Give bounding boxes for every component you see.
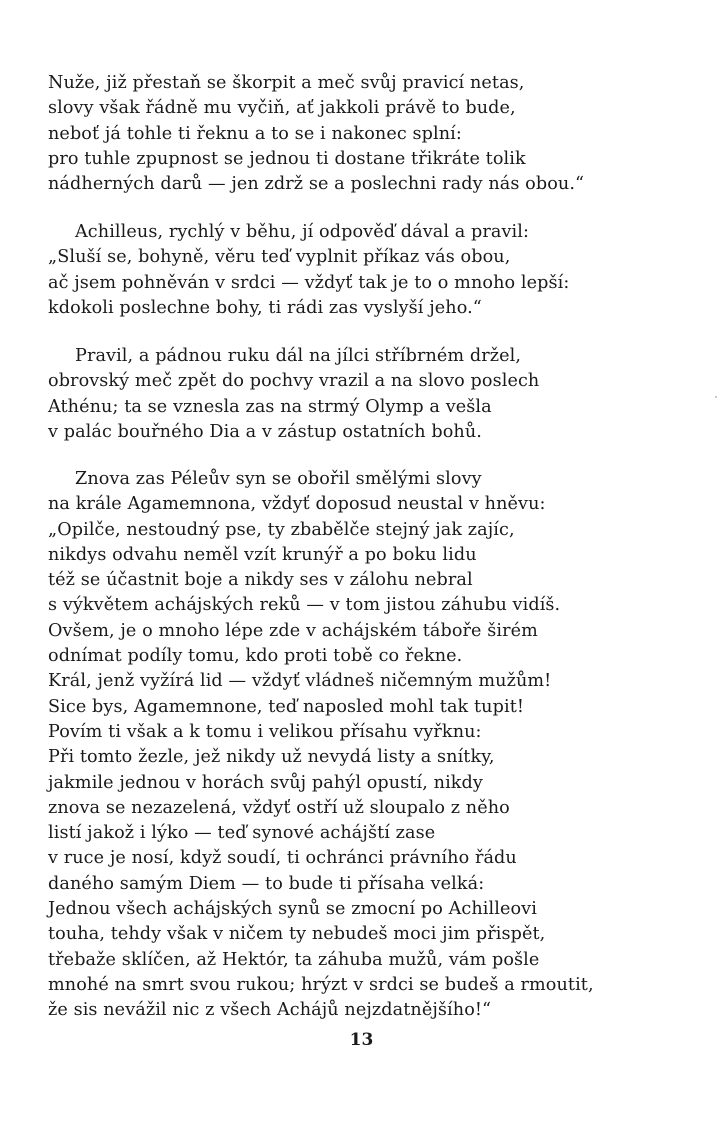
verse-line: v palác bouřného Dia a v zástup ostatních bohů. — [48, 421, 482, 442]
verse-line: že sis nevážil nic z všech Achájů nejzdatnějšího!“ — [48, 1000, 492, 1021]
verse-line: listí jakož i lýko — teď synové achájští zase — [48, 823, 436, 844]
verse-line: neboť já tohle ti řeknu a to se i nakonec splní: — [48, 123, 462, 144]
verse-line: v ruce je nosí, když soudí, ti ochránci právního řádu — [48, 848, 517, 869]
verse-line: touha, tehdy však v ničem ty nebudeš moci jim přispět, — [48, 924, 546, 945]
verse-line: Znova zas Péleův syn se obořil smělými slovy — [75, 469, 482, 489]
verse-line: nikdys odvahu neměl vzít krunýř a po boku lidu — [48, 544, 477, 565]
verse-line: s výkvětem achájských reků — v tom jistou záhubu vidíš. — [48, 595, 561, 616]
verse-line: Pravil, a pádnou ruku dál na jílci stříbrném držel, — [75, 346, 522, 366]
verse-line: obrovský meč zpět do pochvy vrazil a na slovo poslech — [48, 371, 540, 392]
verse-line: Král, jenž vyžírá lid — vždyť vládneš ničemným mužům! — [48, 671, 552, 692]
verse-line: Achilleus, rychlý v běhu, jí odpověď dával a pravil: — [75, 222, 530, 242]
verse-line: třebaže sklíčen, až Hektór, ta záhuba mužů, vám pošle — [48, 949, 540, 970]
paper-speck — [715, 396, 717, 398]
verse-line: pro tuhle zpupnost se jednou ti dostane třikráte tolik — [48, 148, 526, 169]
page-number: 13 — [349, 1030, 374, 1050]
verse-line: mnohé na smrt svou rukou; hrýzt v srdci se budeš a rmoutit, — [48, 974, 594, 995]
stanza-achilles-reply — [48, 220, 668, 321]
stanza-sword-sheathed — [48, 344, 668, 445]
verse-line: Při tomto žezle, jež nikdy už nevydá listy a snítky, — [48, 747, 495, 768]
verse-line: Povím ti však a k tomu i velikou přísahu vyřknu: — [48, 721, 482, 742]
verse-line: „Sluší se, bohyně, věru teď vyplnit příkaz vás obou, — [48, 247, 511, 268]
verse-line: též se účastnit boje a nikdy ses v zálohu nebral — [48, 570, 473, 591]
verse-line: jakmile jednou v horách svůj pahýl opustí, nikdy — [48, 772, 483, 793]
verse-line: znova se nezazelená, vždyť ostří už sloupalo z něho — [48, 797, 510, 818]
verse-line: daného samým Diem — to bude ti přísaha velká: — [48, 873, 485, 894]
verse-line: slovy však řádně mu vyčiň, ať jakkoli právě to bude, — [48, 98, 516, 119]
verse-line: „Opilče, nestoudný pse, ty zbabělče stejný jak zajíc, — [48, 519, 515, 540]
verse-line: odnímat podíly tomu, kdo proti tobě co řekne. — [48, 646, 463, 667]
stanza-achilles-oath — [48, 467, 668, 1024]
verse-line: ač jsem pohněván v srdci — vždyť tak je to o mnoho lepší: — [48, 272, 570, 293]
verse-line: Sice bys, Agamemnone, teď naposled mohl tak tupit! — [48, 696, 525, 717]
verse-line: nádherných darů — jen zdrž se a poslechni rady nás obou.“ — [48, 174, 585, 195]
verse-line: Athénu; ta se vznesla zas na strmý Olymp a vešla — [48, 396, 492, 417]
verse-line: Jednou všech achájských synů se zmocní po Achilleovi — [48, 899, 537, 920]
verse-line: na krále Agamemnona, vždyť doposud neustal v hněvu: — [48, 494, 546, 515]
stanza-athena-advice — [48, 71, 668, 197]
verse-line: Nuže, již přestaň se škorpit a meč svůj pravicí netas, — [48, 73, 525, 93]
verse-line: kdokoli poslechne bohy, ti rádi zas vyslyší jeho.“ — [48, 297, 482, 318]
verse-line: Ovšem, je o mnoho lépe zde v achájském táboře širém — [48, 620, 538, 641]
